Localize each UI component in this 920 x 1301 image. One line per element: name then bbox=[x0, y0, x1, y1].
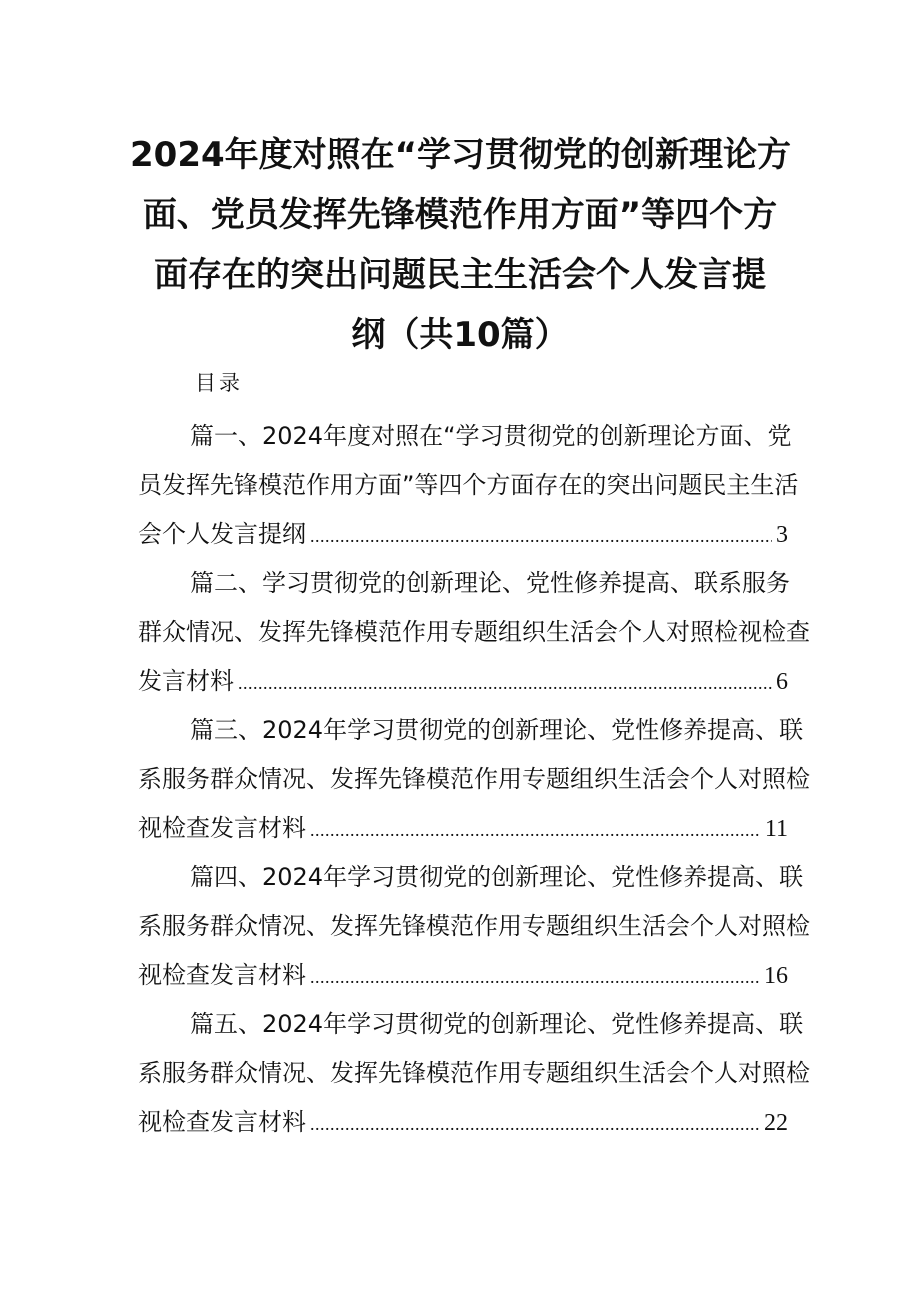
page-number: 3 bbox=[776, 522, 788, 548]
page-number: 16 bbox=[764, 963, 788, 989]
toc-entry-text: 篇三、2024年学习贯彻党的创新理论、党性修养提高、联 bbox=[190, 716, 804, 744]
title-line: 面存在的突出问题民主生活会个人发言提 bbox=[154, 255, 766, 295]
toc-heading: 目录 bbox=[195, 371, 243, 395]
toc-entry-last-line bbox=[138, 1098, 788, 1147]
toc-entry-last-line bbox=[138, 951, 788, 1000]
title-line: 2024年度对照在“学习贯彻党的创新理论方 bbox=[130, 135, 791, 175]
toc-entry-text: 系服务群众情况、发挥先锋模范作用专题组织生活会个人对照检 bbox=[138, 912, 810, 940]
toc-entry-text: 篇二、学习贯彻党的创新理论、党性修养提高、联系服务 bbox=[190, 569, 790, 597]
toc-entry-text: 视检查发言材料 bbox=[138, 814, 306, 842]
page-number: 11 bbox=[764, 816, 788, 842]
toc-entry-text: 视检查发言材料 bbox=[138, 961, 306, 989]
page-number: 6 bbox=[776, 669, 788, 695]
toc-entry-last-line bbox=[138, 804, 788, 853]
toc-entry-text: 发言材料 bbox=[138, 667, 234, 695]
dot-leader bbox=[310, 953, 760, 1002]
dot-leader bbox=[310, 512, 772, 561]
toc-entry-text: 员发挥先锋模范作用方面”等四个方面存在的突出问题民主生活 bbox=[138, 471, 799, 499]
dot-leader bbox=[310, 1100, 760, 1149]
toc-entry-text: 篇四、2024年学习贯彻党的创新理论、党性修养提高、联 bbox=[190, 863, 804, 891]
toc-entry-4[interactable] bbox=[138, 853, 810, 1000]
toc-entry-5[interactable] bbox=[138, 1000, 810, 1147]
toc-entry-text: 群众情况、发挥先锋模范作用专题组织生活会个人对照检视检查 bbox=[138, 618, 810, 646]
toc-entry-1[interactable] bbox=[138, 412, 799, 559]
dot-leader bbox=[310, 806, 761, 855]
table-of-contents bbox=[138, 412, 810, 1147]
document-title bbox=[130, 125, 790, 365]
toc-entry-last-line bbox=[138, 657, 788, 706]
toc-entry-last-line bbox=[138, 510, 788, 559]
title-line: 面、党员发挥先锋模范作用方面”等四个方 bbox=[142, 195, 778, 235]
page-number: 22 bbox=[764, 1110, 788, 1136]
toc-entry-2[interactable] bbox=[138, 559, 810, 706]
toc-entry-text: 视检查发言材料 bbox=[138, 1108, 306, 1136]
dot-leader bbox=[238, 659, 772, 708]
toc-entry-text: 篇一、2024年度对照在“学习贯彻党的创新理论方面、党 bbox=[190, 422, 792, 450]
toc-entry-text: 系服务群众情况、发挥先锋模范作用专题组织生活会个人对照检 bbox=[138, 1059, 810, 1087]
toc-entry-3[interactable] bbox=[138, 706, 810, 853]
toc-entry-text: 系服务群众情况、发挥先锋模范作用专题组织生活会个人对照检 bbox=[138, 765, 810, 793]
title-line: 纲（共10篇） bbox=[351, 315, 569, 355]
toc-entry-text: 会个人发言提纲 bbox=[138, 520, 306, 548]
toc-entry-text: 篇五、2024年学习贯彻党的创新理论、党性修养提高、联 bbox=[190, 1010, 804, 1038]
